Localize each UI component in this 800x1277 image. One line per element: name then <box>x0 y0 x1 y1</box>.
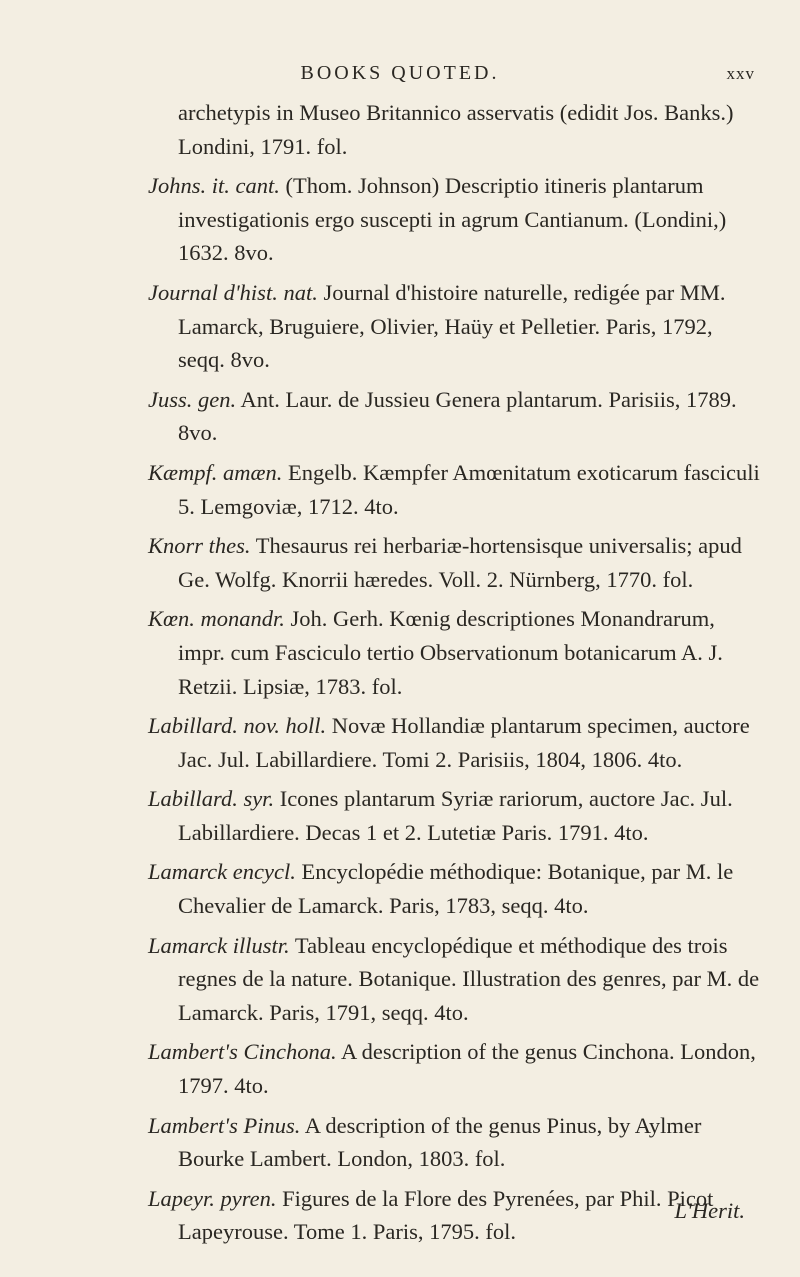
entry-text: Novæ Hollandiæ plantarum specimen, auctore Jac. Jul. Labillardiere. Tomi 2. Parisiis, 1804, 1806. 4to. <box>178 713 750 772</box>
bibliography-entry <box>148 929 763 1030</box>
entry-text: A description of the genus Pinus, by Aylmer Bourke Lambert. London, 1803. fol. <box>178 1112 702 1172</box>
bibliography-entry <box>148 1182 763 1249</box>
entry-abbreviation: Kæmpf. amæn. <box>148 459 283 485</box>
entry-text: Ant. Laur. de Jussieu Genera plantarum. Parisiis, 1789. 8vo. <box>178 386 737 446</box>
entry-text: Engelb. Kæmpfer Amœnitatum exoticarum fasciculi 5. Lemgoviæ, 1712. 4to. <box>178 459 760 519</box>
bibliography-entry <box>148 782 763 849</box>
entry-abbreviation: Lamarck encycl. <box>148 859 296 885</box>
entry-abbreviation: Knorr thes. <box>148 533 251 559</box>
bibliography-entry <box>148 709 763 776</box>
bibliography-entry <box>148 602 763 703</box>
bibliography-entry <box>148 1109 763 1176</box>
entry-abbreviation: Lambert's Cinchona. <box>148 1039 337 1065</box>
entry-abbreviation: Labillard. syr. <box>148 786 275 812</box>
entry-abbreviation: Journal d'hist. nat. <box>148 279 318 305</box>
entry-text: Icones plantarum Syriæ rariorum, auctore Jac. Jul. Labillardiere. Decas 1 et 2. Lutetiæ Paris. 1791. 4to. <box>178 786 733 845</box>
entry-abbreviation: Kœn. monandr. <box>148 606 285 632</box>
bibliography-entry <box>148 169 763 270</box>
entry-abbreviation: Lapeyr. pyren. <box>148 1185 277 1211</box>
page-number: xxv <box>726 64 755 83</box>
bibliography-entry <box>148 96 763 163</box>
bibliography-entry <box>148 1035 763 1102</box>
entry-text: Encyclopédie méthodique: Botanique, par M. le Chevalier de Lamarck. Paris, 1783, seqq. 4to. <box>178 859 734 919</box>
running-header <box>0 62 800 92</box>
bibliography-entry <box>148 456 763 523</box>
entry-text: Joh. Gerh. Kœnig descriptiones Monandrarum, impr. cum Fasciculo tertio Observationum botanicarum A. J. Retzii. Lipsiæ, 1783. fol. <box>178 606 723 699</box>
entry-abbreviation: Labillard. nov. holl. <box>148 713 327 739</box>
entry-text: Tableau encyclopédique et méthodique des trois regnes de la nature. Botanique. Illustration des genres, par M. de Lamarck. Paris, 1791, seqq. 4to. <box>178 932 760 1025</box>
bibliography-list <box>148 96 763 1255</box>
bibliography-entry <box>148 383 763 450</box>
entry-text: Figures de la Flore des Pyrenées, par Phil. Picot Lapeyrouse. Tome 1. Paris, 1795. fol. <box>178 1185 714 1245</box>
entry-abbreviation: Johns. it. cant. <box>148 173 280 199</box>
bibliography-entry <box>148 529 763 596</box>
entry-text: (Thom. Johnson) Descriptio itineris plantarum investigationis ergo suscepti in agrum Cantianum. (Londini,) 1632. 8vo. <box>178 173 727 266</box>
entry-abbreviation: Lambert's Pinus. <box>148 1112 301 1138</box>
entry-abbreviation: Juss. gen. <box>148 386 237 412</box>
catchword: L'Herit. <box>674 1198 745 1223</box>
entry-abbreviation: Lamarck illustr. <box>148 932 290 958</box>
entry-text: A description of the genus Cinchona. London, 1797. 4to. <box>178 1039 756 1099</box>
entry-text: Thesaurus rei herbariæ-hortensisque universalis; apud Ge. Wolfg. Knorrii hæredes. Voll. 2. Nürnberg, 1770. fol. <box>178 533 742 592</box>
running-title: BOOKS QUOTED. <box>300 62 500 84</box>
entry-text: archetypis in Museo Britannico asservatis (edidit Jos. Banks.) Londini, 1791. fol. <box>178 100 734 159</box>
bibliography-entry <box>148 276 763 377</box>
entry-text: Journal d'histoire naturelle, redigée par MM. Lamarck, Bruguiere, Olivier, Haüy et Pelletier. Paris, 1792, seqq. 8vo. <box>178 279 726 373</box>
bibliography-entry <box>148 855 763 922</box>
